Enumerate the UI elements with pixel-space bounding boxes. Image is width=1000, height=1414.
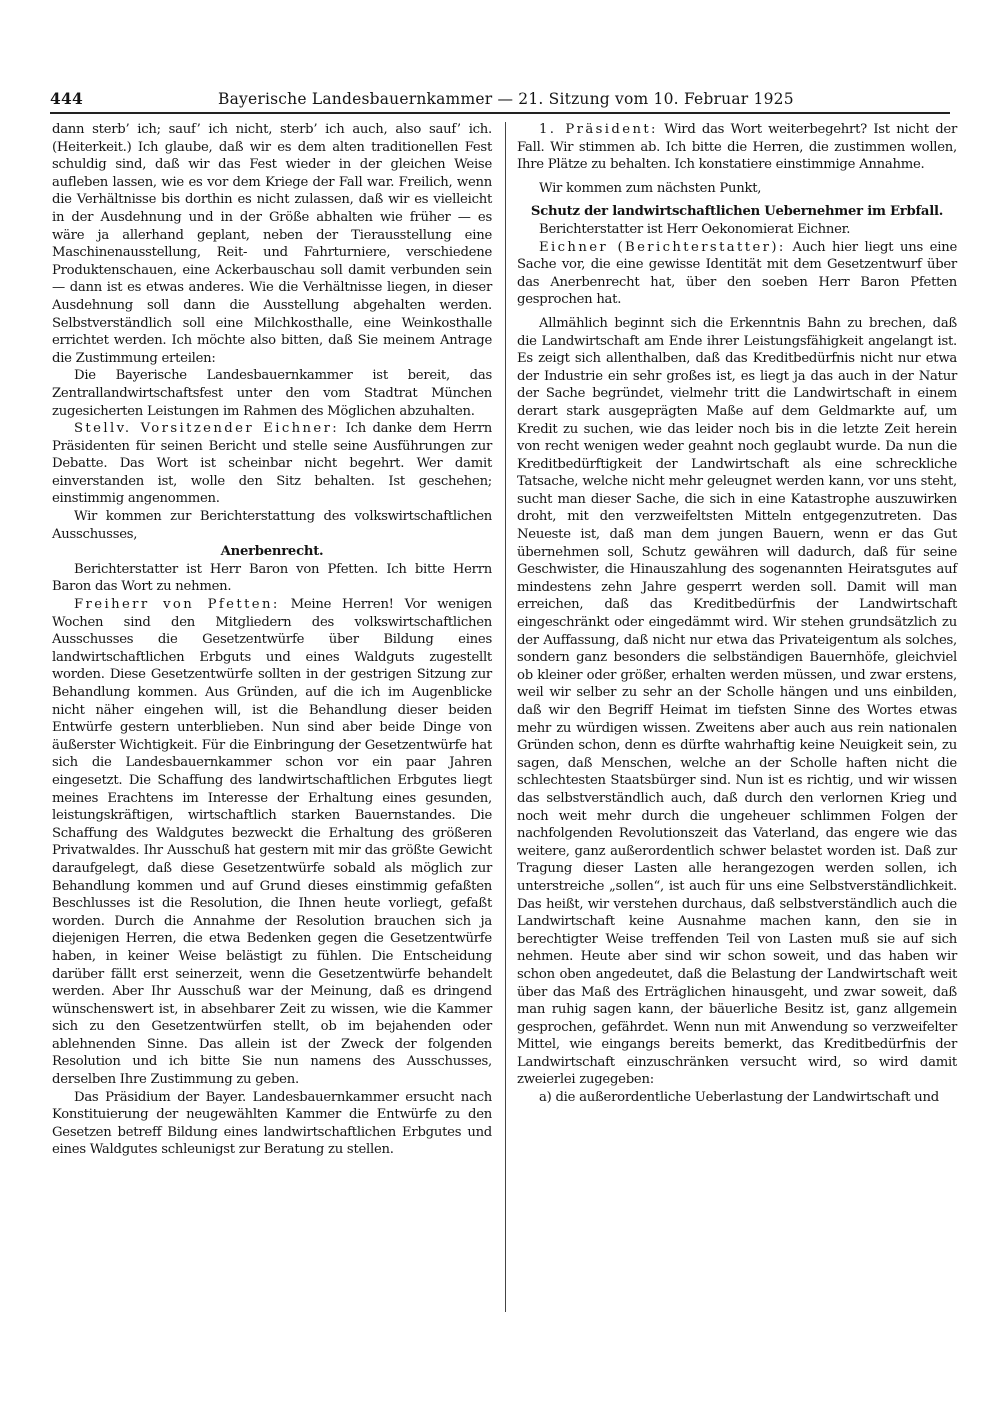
running-title: Bayerische Landesbauernkammer — 21. Sitzung vom 10. Februar 1925 xyxy=(218,90,794,108)
paragraph: Wir kommen zur Berichterstattung des volkswirtschaftlichen Ausschusses, xyxy=(52,509,492,542)
page-header xyxy=(50,88,950,110)
paragraph xyxy=(52,596,492,1089)
page-number: 444 xyxy=(50,89,83,108)
speaker-name: 1. Präsident: xyxy=(539,122,658,137)
speech-text: Ich danke dem Herrn Präsidenten für seinen Bericht und stelle seine Ausführungen zur Debatte. Das Wort ist scheinbar nicht begehrt. Wer damit einverstanden ist, wolle den Sitz behalten. Ist geschehen; einstimmig angenommen. xyxy=(52,421,492,507)
paragraph xyxy=(517,239,957,309)
speaker-name: Eichner (Berichterstatter): xyxy=(539,239,786,255)
motion-text: Die Bayerische Landesbauernkammer ist bereit, das Zentrallandwirtschaftsfest unter den vom Stadtrat München zugesicherten Leistungen im Rahmen des Möglichen abzuhalten. xyxy=(52,368,492,419)
right-column xyxy=(517,121,957,1107)
speaker-name: Freiherr von Pfetten: xyxy=(74,597,280,613)
section-heading: Anerbenrecht. xyxy=(220,544,324,560)
speech-text: Auch hier liegt uns eine Sache vor, die eine gewisse Identität mit dem Gesetzentwurf über das Anerbenrecht hat, über den soeben Herr Baron Pfetten gesprochen hat. xyxy=(517,239,957,308)
speech-text: Wird das Wort weiterbegehrt? Ist nicht der Fall. Wir stimmen ab. Ich bitte die Herren, die zustimmen wollen, Ihre Plätze zu behalten. Ich konstatiere einstimmige Annahme. xyxy=(517,122,957,173)
resolution-text: Das Präsidium der Bayer. Landesbauernkammer ersucht nach Konstituierung der neugewählten Kammer die Entwürfe zu den Gesetzen betreff Bildung eines landwirtschaftlichen Erbgutes und eines Waldgutes schleunigst zur Beratung zu stellen. xyxy=(52,1089,492,1158)
speech-text: Meine Herren! Vor wenigen Wochen sind den Mitgliedern des volkswirtschaftlichen Ausschusses die Gesetzentwürfe über Bildung eines landwirtschaftlichen Erbguts und eines Waldguts zugestellt worden. Diese Gesetzentwürfe sollten in der gestrigen Sitzung zur Behandlung kommen. Aus Gründen, auf die ich im Augenblicke nicht näher eingehen will, ist die Behandlung dieser beiden Entwürfe gestern unterblieben. Nun sind aber beide Dinge von äußerster Wichtigkeit. Für die Einbringung der Gesetzentwürfe hat sich die Landesbauernkammer schon vor ein paar Jahren eingesetzt. Die Schaffung des landwirtschaftlichen Erbgutes liegt meines Erachtens im Interesse der Erhaltung eines gesunden, leistungskräftigen, wirtschaftlich starken Bauernstandes. Die Schaffung des Waldgutes bezweckt die Erhaltung des größeren Privatwaldes. Ihr Ausschuß hat gestern mit mir das größte Gewicht daraufgelegt, daß diese Gesetzentwürfe sobald als möglich zur Behandlung kommen und auf Grund dieses einstimmig gefaßten Beschlusses ist die Resolution, die Ihnen heute vorliegt, gefaßt worden. Durch die Annahme der Resolution brauchen sich ja diejenigen Herren, die etwa Bedenken gegen die Gesetzentwürfe haben, in keiner Weise belästigt zu fühlen. Die Entscheidung darüber fällt erst seinerzeit, wenn die Gesetzentwürfe behandelt werden. Aber Ihr Ausschuß war der Meinung, daß es dringend wünschenswert ist, in absehbarer Zeit zu wissen, wie die Kammer sich zu den Gesetzentwürfen stellt, ob im bejahenden oder ablehnenden Sinne. Das allein ist der Zweck der folgenden Resolution und ich bitte Sie nun namens des Ausschusses, derselben Ihre Zustimmung zu geben. xyxy=(52,597,492,1088)
paragraph: Berichterstatter ist Herr Baron von Pfetten. Ich bitte Herrn Baron das Wort zu nehmen. xyxy=(52,561,492,595)
paragraph xyxy=(517,121,957,174)
column-divider xyxy=(505,122,506,1312)
paragraph: Berichterstatter ist Herr Oekonomierat Eichner. xyxy=(539,221,851,237)
header-rule xyxy=(50,112,950,114)
list-item: a) die außerordentliche Ueberlastung der Landwirtschaft und xyxy=(539,1090,939,1106)
paragraph: Allmählich beginnt sich die Erkenntnis Bahn zu brechen, daß die Landwirtschaft am Ende ihrer Leistungsfähigkeit angelangt ist. Es zeigt sich allenthalben, daß das Kreditbedürfnis nicht nur etwa der Industrie ein sehr großes ist, es liegt ja das auch in der Natur der Sache begründet, vielmehr tritt die Landwirtschaft in einem derart stark ausgeprägten Maße auf dem Geldmarkte auf, um Kredit zu suchen, wie das leider noch bis in die letzte Zeit herein von recht wenigen weder geahnt noch geglaubt wurde. Da nun die Kreditbedürftigkeit der Landwirtschaft als eine schreckliche Tatsache, welche nicht mehr geleugnet werden kann, vor uns steht, sucht man dieser Sache, die sich in eine Katastrophe auszuwirken droht, mit den verzweifeltsten Mitteln entgegenzutreten. Das Neueste ist, daß man dem jungen Bauern, wenn er das Gut übernehmen soll, Schutz gewähren will dadurch, daß für seine Geschwister, die Hinauszahlung des sogenannten Heiratsgutes auf mindestens zehn Jahre gesperrt werden soll. Damit will man erreichen, daß das Kreditbedürfnis der Landwirtschaft eingeschränkt oder eingedämmt wird. Wir stehen grundsätzlich zu der Auffassung, daß nicht nur etwa das Privateigentum als solches, sondern ganz besonders die selbständigen Bauernhöfe, gleichviel ob kleiner oder größer, erhalten werden müssen, und zwar erstens, weil wir selber zu sehr an der Scholle hängen und uns einbilden, daß wir den Begriff Heimat im tiefsten Sinne des Wortes etwas mehr zu würdigen wissen. Zweitens aber auch aus rein nationalen Gründen schon, denn es dürfte wahrhaftig keine Neuigkeit sein, zu sagen, daß Menschen, welche an der Scholle haften nicht die schlechtesten Staatsbürger sind. Nun ist es richtig, und wir wissen das selbstverständlich auch, daß durch den verlornen Krieg und noch weit mehr durch die ungeheuer schlimmen Folgen der nachfolgenden Revolutionszeit das Vaterland, das engere wie das weitere, ganz außerordentlich schwer belastet worden ist. Daß zur Tragung dieser Lasten alle herangezogen werden sollen, ich unterstreiche „sollen“, ist auch für uns eine Selbstverständlichkeit. Das heißt, wir verstehen durchaus, daß selbstverständlich auch die Landwirtschaft keine Ausnahme machen kann, den sie in berechtigter Weise treffenden Teil von Lasten muß sie auf sich nehmen. Heute aber sind wir schon soweit, und das haben wir schon oben angedeutet, daß die Belastung der Landwirtschaft weit über das Maß des Erträglichen hinausgeht, und zwar soweit, daß man ruhig sagen kann, der bäuerliche Besitz ist, ganz allgemein gesprochen, gefährdet. Wenn nun mit Anwendung so verzweifelter Mittel, wie eingangs bereits bemerkt, das Kreditbedürfnis der Landwirtschaft einzuschränken versucht wird, so wird damit zweierlei zugegeben: xyxy=(517,315,957,1088)
paragraph xyxy=(52,420,492,508)
paragraph: dann sterb’ ich; sauf’ ich nicht, sterb’ ich auch, also sauf’ ich. (Heiterkeit.) Ich glaube, daß wir es dem alten traditionellen Fest schuldig sind, daß wir das Fest wieder in der gleichen Weise aufleben lassen, wie es vor dem Kriege der Fall war. Freilich, wenn die Verhältnisse bis dorthin es nicht zulassen, daß wir es vielleicht in der Ausdehnung und in der Größe abhalten wie früher — es wäre ja allerhand geplant, neben der Tierausstellung eine Maschinenausstellung, Reit- und Fahrturniere, verschiedene Produktenschauen, eine Ackerbauschau soll damit verbunden sein — dann ist es etwas anderes. Wie die Verhältnisse liegen, in dieser Ausdehnung soll dann die Ausstellung abgehalten werden. Selbstverständlich soll eine Milchkosthalle, eine Weinkosthalle errichtet werden. Ich möchte also bitten, daß Sie meinem Antrage die Zustimmung erteilen: xyxy=(52,122,492,366)
left-column xyxy=(52,121,492,1159)
speaker-name: Stellv. Vorsitzender Eichner: xyxy=(74,421,340,437)
paragraph: Wir kommen zum nächsten Punkt, xyxy=(539,180,762,196)
section-heading: Schutz der landwirtschaftlichen Uebernehmer im Erbfall. xyxy=(530,204,944,220)
